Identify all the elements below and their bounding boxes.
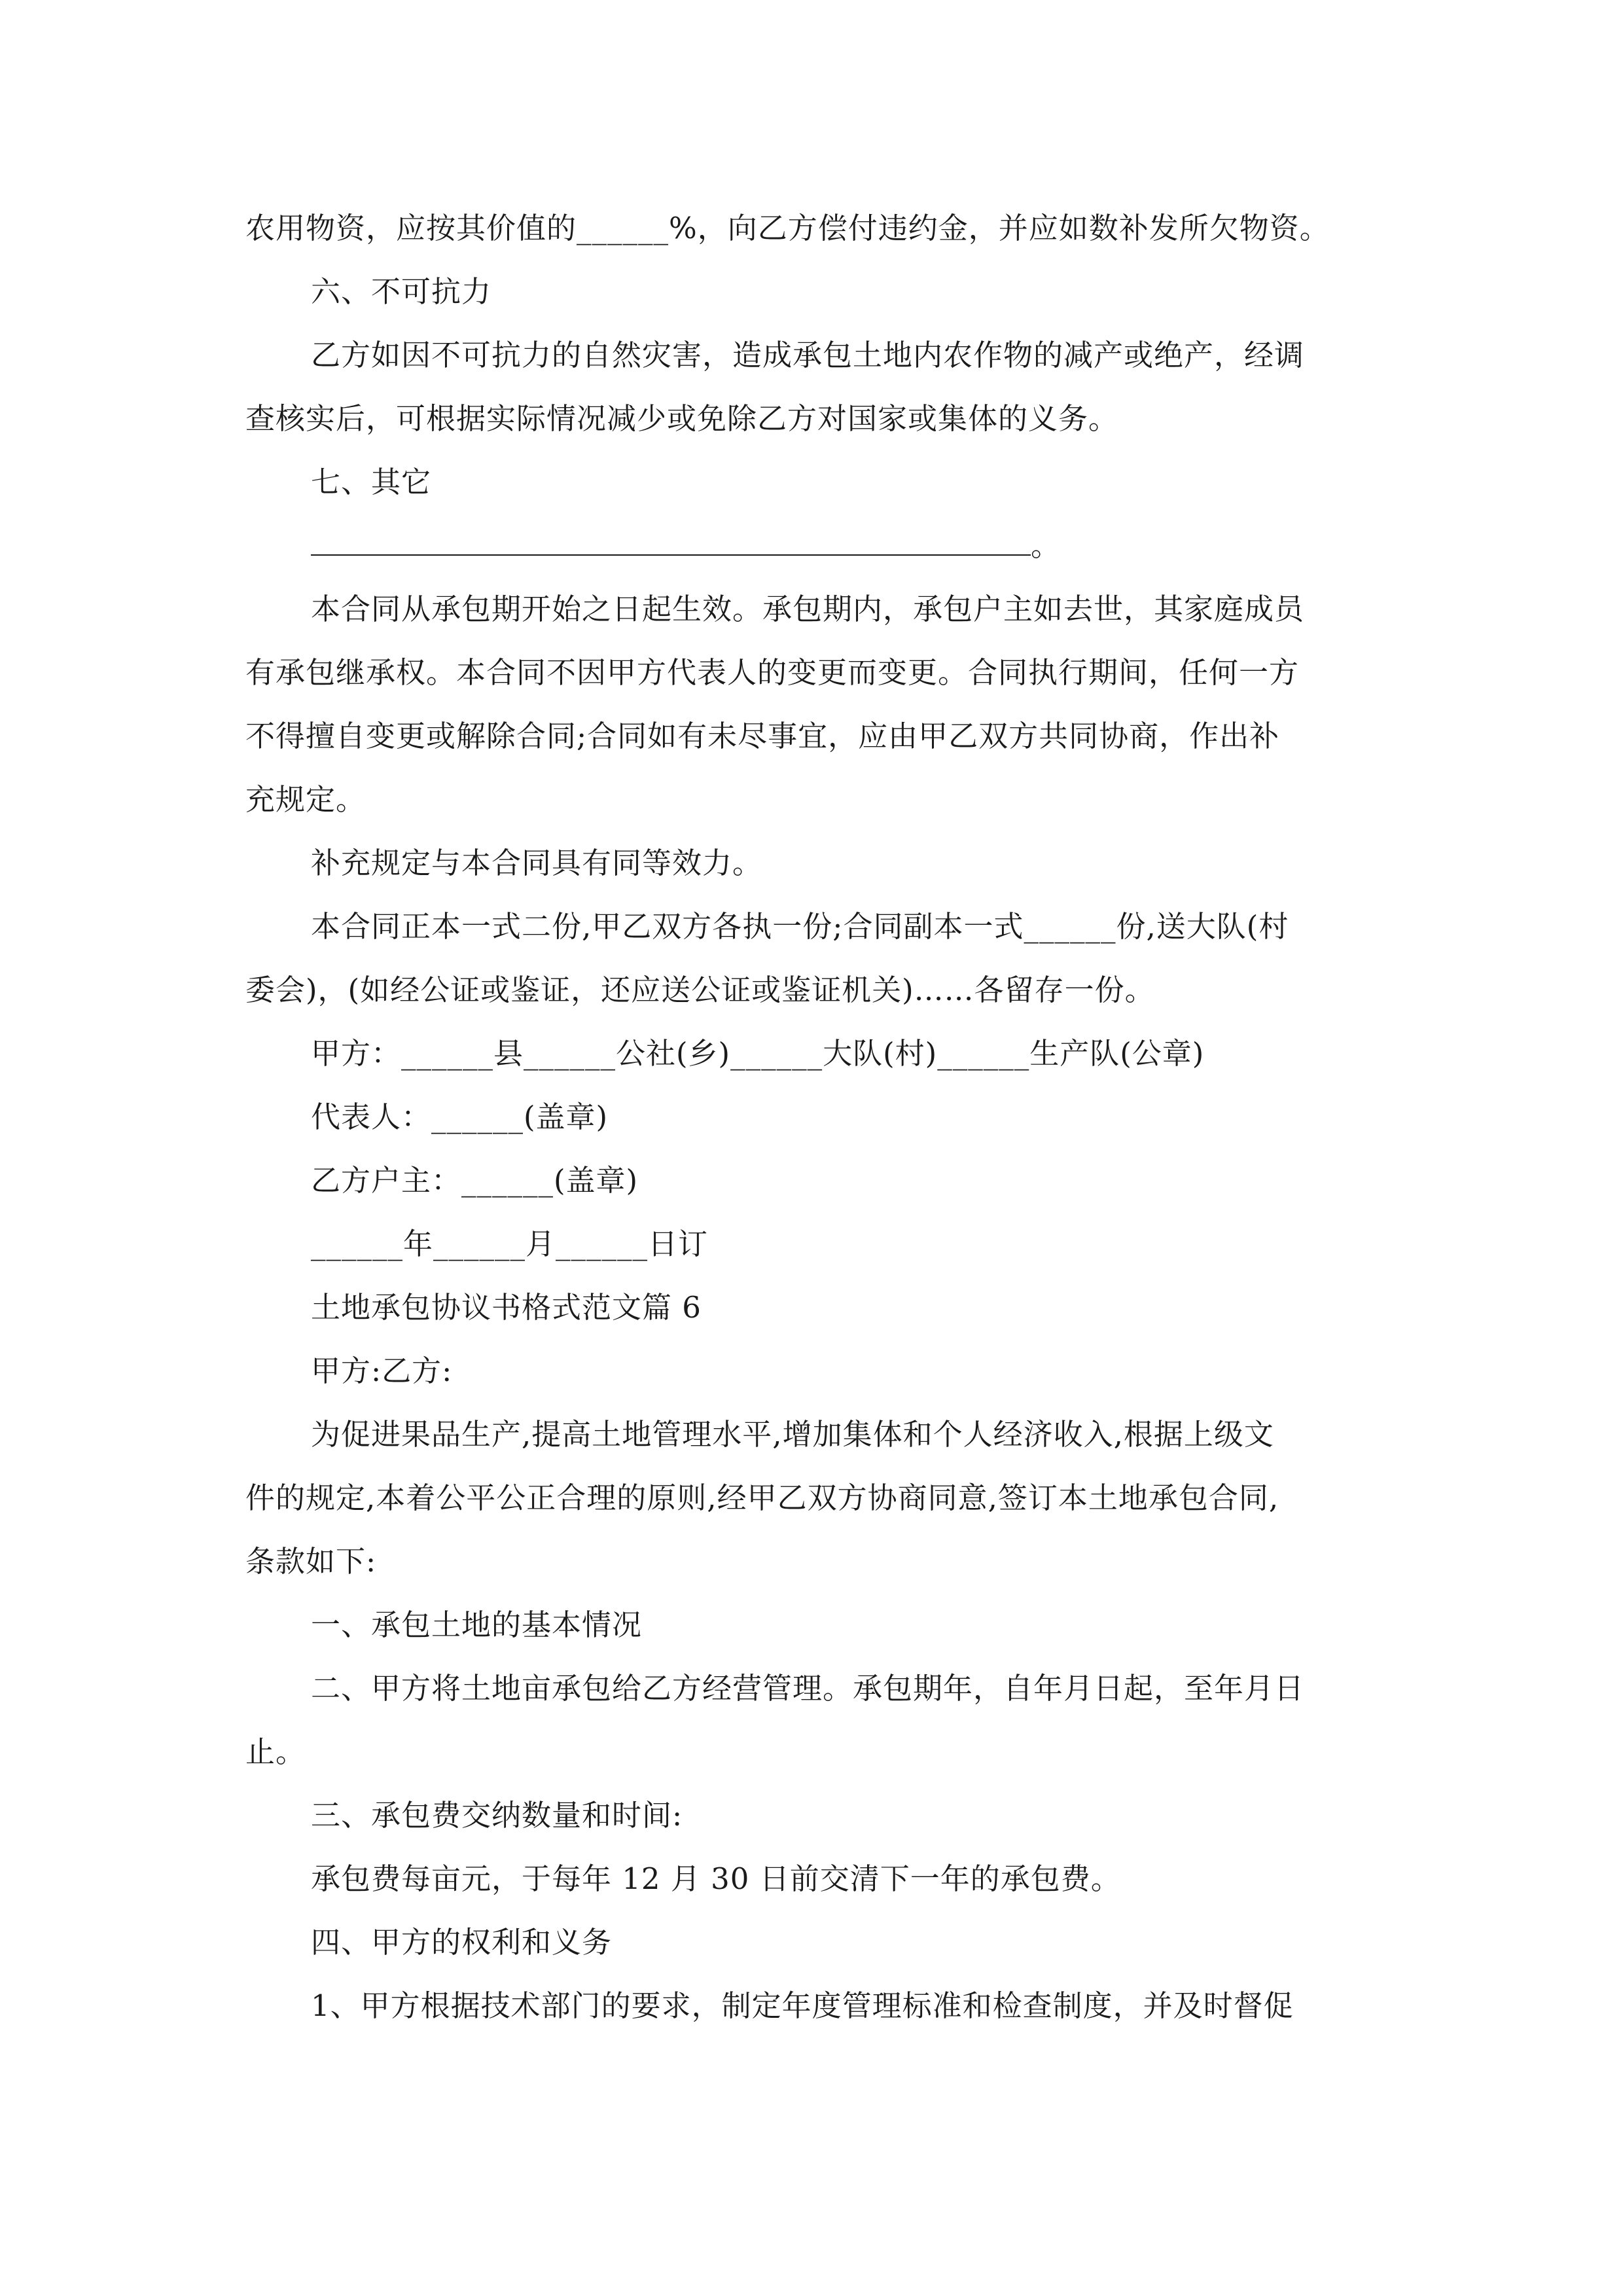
paragraph-line: 为促进果品生产,提高土地管理水平,增加集体和个人经济收入,根据上级文	[311, 1417, 1274, 1452]
paragraph-line: 农用物资，应按其价值的______%，向乙方偿付违约金，并应如数补发所欠物资。	[245, 211, 1330, 245]
paragraph-line: 条款如下:	[245, 1544, 377, 1579]
section-heading: 一、承包土地的基本情况	[311, 1607, 643, 1642]
section-heading: 六、不可抗力	[311, 274, 492, 309]
paragraph-line: 有承包继承权。本合同不因甲方代表人的变更而变更。合同执行期间，任何一方	[245, 655, 1300, 690]
signature-party-b: 乙方户主：______(盖章)	[311, 1163, 639, 1198]
section-heading: 七、其它	[311, 465, 432, 499]
paragraph-line: 二、甲方将土地亩承包给乙方经营管理。承包期年，自年月日起，至年月日	[311, 1671, 1305, 1706]
signature-party-a: 甲方：______县______公社(乡)______大队(村)______生产队(公章)	[311, 1036, 1205, 1071]
document-section-title: 土地承包协议书格式范文篇 6	[311, 1290, 702, 1325]
parties-line: 甲方:乙方:	[311, 1354, 453, 1388]
signature-date: ______年______月______日订	[311, 1227, 709, 1261]
paragraph-line: 乙方如因不可抗力的自然灾害，造成承包土地内农作物的减产或绝产，经调	[311, 338, 1305, 372]
section-heading: 四、甲方的权利和义务	[311, 1925, 613, 1960]
blank-line-end-mark: 。	[1031, 528, 1061, 563]
paragraph-line: 1、甲方根据技术部门的要求，制定年度管理标准和检查制度，并及时督促	[311, 1988, 1294, 2023]
paragraph-line: 本合同正本一式二份,甲乙双方各执一份;合同副本一式______份,送大队(村	[311, 909, 1289, 944]
paragraph-line: 委会)，(如经公证或鉴证，还应送公证或鉴证机关)……各留存一份。	[245, 973, 1155, 1007]
paragraph-line: 止。	[245, 1734, 306, 1769]
blank-fill-line	[245, 514, 1384, 577]
paragraph-line: 本合同从承包期开始之日起生效。承包期内，承包户主如去世，其家庭成员	[311, 592, 1305, 626]
paragraph-line: 件的规定,本着公平公正合理的原则,经甲乙双方协商同意,签订本土地承包合同,	[245, 1480, 1279, 1515]
paragraph-line: 查核实后，可根据实际情况减少或免除乙方对国家或集体的义务。	[245, 401, 1119, 436]
section-heading: 三、承包费交纳数量和时间:	[311, 1798, 683, 1833]
paragraph-line: 不得擅自变更或解除合同;合同如有未尽事宜，应由甲乙双方共同协商，作出补	[245, 719, 1280, 753]
signature-representative: 代表人：______(盖章)	[311, 1100, 609, 1134]
fill-in-blank-rule	[311, 518, 1031, 556]
document-body	[245, 196, 1384, 2037]
paragraph-line: 充规定。	[245, 782, 366, 817]
paragraph-line: 承包费每亩元，于每年 12 月 30 日前交清下一年的承包费。	[311, 1861, 1121, 1896]
paragraph-line: 补充规定与本合同具有同等效力。	[311, 846, 763, 880]
